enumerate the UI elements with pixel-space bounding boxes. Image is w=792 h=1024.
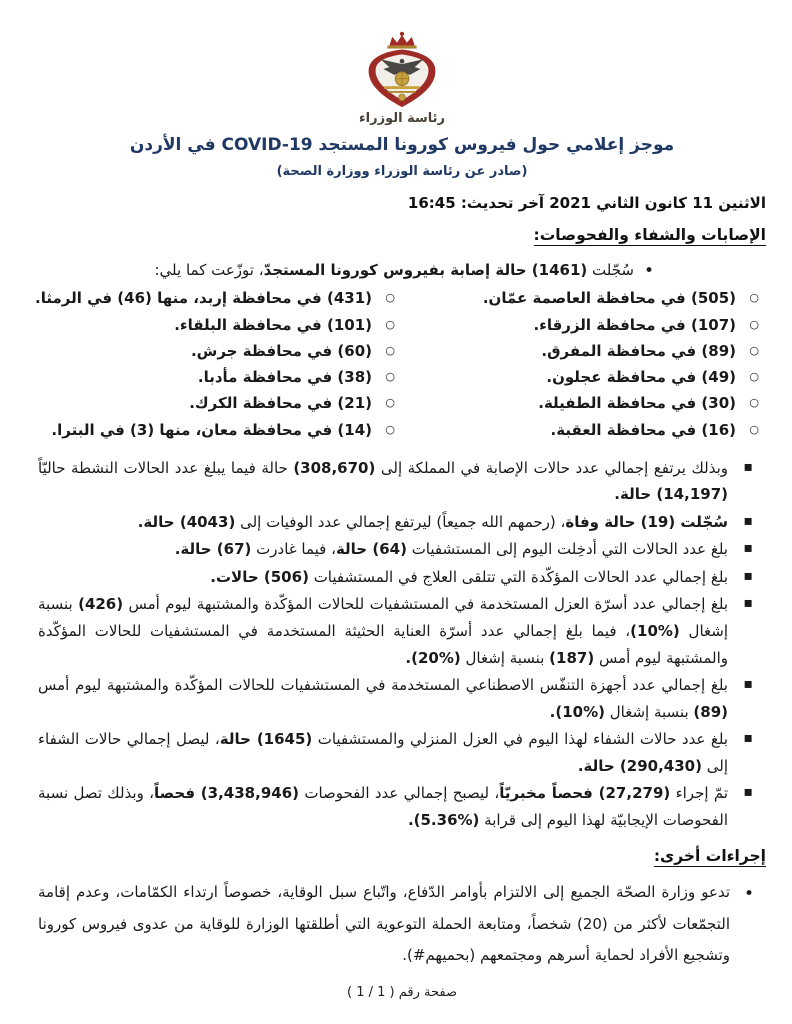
cases-intro-list [38, 259, 766, 282]
statistic-item: ▪ بلغ إجمالي عدد أسرّة العزل المستخدمة في المستشفيات للحالات المؤكّدة والمشتبهة ليوم أمس (426) بنسبة إشغال (%10)، فيما بلغ إجمالي عدد أسرّة العناية الحثيثة المستخدمة في المستشفيات للحالات المؤكّدة والمشتبهة ليوم أمس (187) بنسبة إشغال (%20). [38, 591, 754, 671]
governorate-item: ○ (49) في محافظة عجلون. [402, 364, 766, 390]
statistic-item: ▪ تمّ إجراء (27,279) فحصاً مخبريّاً، ليصبح إجمالي عدد الفحوصات (3,438,946) فحصاً، وبذلك تصل نسبة الفحوصات الإيجابيّة لهذا اليوم إلى قرابة (%5.36). [38, 780, 754, 833]
governorate-item: ○ (21) في محافظة الكرك. [38, 390, 402, 416]
governorate-item: ○ (107) في محافظة الزرقاء. [402, 312, 766, 338]
governorates-columns [35, 285, 766, 443]
governorate-item: ○ (38) في محافظة مأدبا. [38, 364, 402, 390]
other-measures-list [38, 877, 766, 972]
governorate-item: ○ (431) في محافظة إربد، منها (46) في الرمثا. [38, 285, 402, 311]
jordan-coat-of-arms-icon [358, 30, 446, 110]
governorate-item: ○ (101) في محافظة البلقاء. [38, 312, 402, 338]
governorates-left-column [35, 285, 402, 443]
date-line: الاثنين 11 كانون الثاني 2021 آخر تحديث: 16:45 [407, 194, 766, 212]
page-subtitle: (صادر عن رئاسة الوزراء ووزارة الصحة) [276, 164, 528, 179]
governorate-item: ○ (89) في محافظة المفرق. [402, 338, 766, 364]
statistic-item: ▪ بلغ إجمالي عدد الحالات المؤكّدة التي تتلقى العلاج في المستشفيات (506) حالات. [38, 564, 754, 591]
statistics-list [38, 455, 766, 834]
governorate-item: ○ (16) في محافظة العقبة. [402, 417, 766, 443]
governorate-item: ○ (14) في محافظة معان، منها (3) في البترا. [38, 417, 402, 443]
governorate-item: ○ (60) في محافظة جرش. [38, 338, 402, 364]
governorate-item: ○ (505) في محافظة العاصمة عمّان. [402, 285, 766, 311]
section-header-other-measures: إجراءات أخرى: [653, 847, 766, 866]
governorates-right-column [402, 285, 766, 443]
section-header-cases: الإصابات والشفاء والفحوصات: [533, 226, 766, 244]
page-footer: صفحة رقم ( 1 / 1 ) [346, 984, 458, 1000]
statistic-item: ▪ بلغ إجمالي عدد أجهزة التنفّس الاصطناعي المستخدمة في المستشفيات للحالات المؤكّدة والمشتبهة ليوم أمس (89) بنسبة إشغال (%10). [38, 672, 754, 725]
other-measure-item: • تدعو وزارة الصحّة الجميع إلى الالتزام بأوامر الدّفاع، واتّباع سبل الوقاية، خصوصاً ارتداء الكمّامات، وعدم إقامة التجمّعات لأكثر من (20) شخصاً، ومتابعة الحملة التوعوية التي أطلقتها الوزارة للوقاية من عدوى فيروس كورونا وتشجيع الأفراد لحماية أسرهم ومجتمعهم (#بحميهم). [38, 877, 754, 972]
statistic-item: ▪ بلغ عدد الحالات التي أدخِلت اليوم إلى المستشفيات (64) حالة، فيما غادرت (67) حالة. [38, 536, 754, 563]
governorate-item: ○ (30) في محافظة الطفيلة. [402, 390, 766, 416]
statistic-item: ▪ بلغ عدد حالات الشفاء لهذا اليوم في العزل المنزلي والمستشفيات (1645) حالة، ليصل إجمالي حالات الشفاء إلى (290,430) حالة. [38, 726, 754, 779]
logo-caption: رئاسة الوزراء [359, 111, 445, 126]
page-title: موجز إعلامي حول فيروس كورونا المستجد COVID-19 في الأردن [129, 135, 675, 155]
statistic-item: ▪ وبذلك يرتفع إجمالي عدد حالات الإصابة في المملكة إلى (308,670) حالة فيما يبلغ عدد الحالات النشطة حاليّاً (14,197) حالة. [38, 455, 754, 508]
document-header-logo [38, 30, 766, 126]
cases-intro-item: • سُجّلت (1461) حالة إصابة بفيروس كورونا المستجدّ، توزّعت كما يلي: [38, 259, 654, 282]
statistic-item: ▪ سُجّلت (19) حالة وفاة، (رحمهم الله جميعاً) ليرتفع إجمالي عدد الوفيات إلى (4043) حالة. [38, 509, 754, 536]
